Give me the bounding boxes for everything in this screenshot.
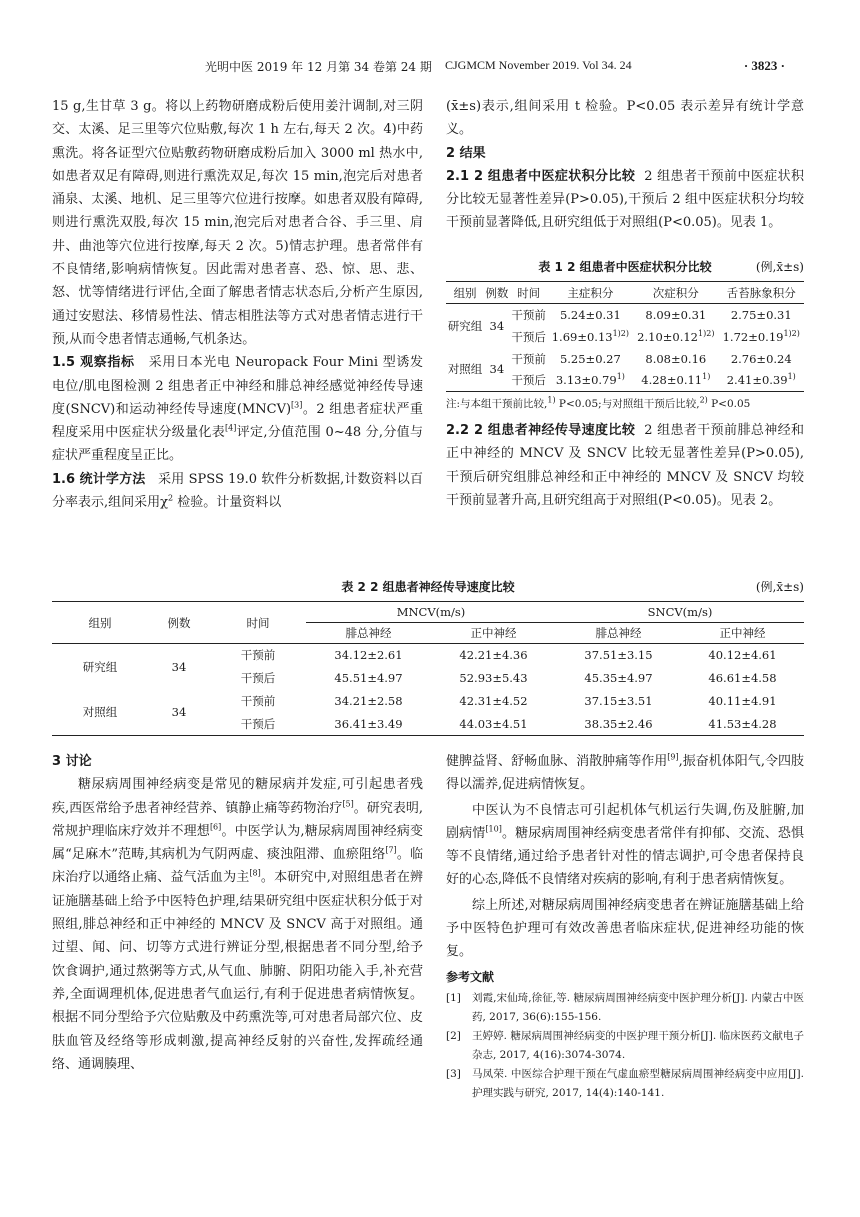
- citation: [9]: [667, 752, 679, 762]
- section-heading: 2.1 2 组患者中医症状积分比较: [446, 168, 636, 184]
- references-list: [446, 989, 804, 1103]
- table-row: [446, 348, 804, 370]
- table-header-cell: 次症积分: [633, 282, 718, 304]
- header-n: 例数: [148, 602, 210, 644]
- table-note: 注:与本组干预前比较,$^{1)}$ P<0.05;与对照组干预后比较,$^{2)}$ P<0.05: [446, 395, 751, 410]
- value-cell: 40.12±4.61: [708, 648, 777, 663]
- value-cell: $3.13\pm 0.79^{1)}$: [555, 372, 625, 388]
- reference-item: [446, 989, 804, 1027]
- group-cell: 对照组: [82, 705, 118, 720]
- significance-mark: 1): [702, 372, 711, 382]
- table-row: [52, 690, 804, 713]
- value-cell: $2.41\pm 0.39^{1)}$: [726, 372, 796, 388]
- left-column-top: [52, 95, 423, 514]
- value-cell: 2.76±0.24: [730, 351, 792, 366]
- value-cell: 46.61±4.58: [708, 671, 777, 685]
- stats-paragraph: (x̄±s)表示,组间采用 t 检验。P<0.05 表示差异有统计学意义。: [446, 99, 804, 138]
- journal-name-en: CJGMCM November 2019. Vol 34. 24: [445, 58, 632, 72]
- table-header-row: [446, 282, 804, 304]
- value-cell: 2.75±0.31: [730, 307, 792, 322]
- value-cell: 41.53±4.28: [708, 716, 777, 731]
- value-cell: 40.11±4.91: [708, 694, 777, 708]
- value-cell: 8.08±0.16: [645, 351, 707, 366]
- table-header-cell: 主症积分: [548, 282, 633, 304]
- section-heading: 1.6 统计学方法: [52, 471, 146, 487]
- reference-item: [446, 1027, 804, 1065]
- reference-number: [1]: [446, 991, 461, 1004]
- value-cell: 37.15±3.51: [584, 694, 653, 708]
- left-column-bottom: [52, 750, 423, 1076]
- discussion-paragraph-2: 中医认为不良情志可引起机体气机运行失调,伤及脏腑,加剧病情[10]。糖尿病周围神经病变患者常伴有抑郁、交流、恐惧等不良情绪,通过给予患者针对性的情志调护,可令患者保持良好的心态,降低不良情绪对疾病的影响,有利于患者病情恢复。: [446, 802, 804, 888]
- time-cell: 干预前: [511, 307, 546, 322]
- citation: [5]: [342, 799, 354, 809]
- header-group: 组别: [52, 602, 148, 644]
- citation: [10]: [485, 824, 502, 834]
- table-unit: (例,x̄±s): [755, 260, 804, 274]
- section-heading-2: 2 结果: [446, 145, 486, 161]
- reference-item: [446, 1065, 804, 1103]
- table-caption: 表 2 2 组患者神经传导速度比较 (例,x̄±s): [341, 580, 804, 594]
- time-cell: 干预前: [511, 351, 546, 366]
- time-cell: 干预后: [511, 329, 546, 344]
- value-cell: 8.09±0.31: [645, 307, 707, 322]
- value-cell: 45.51±4.97: [334, 671, 403, 685]
- value-cell: 42.21±4.36: [459, 648, 528, 663]
- reference-text: 刘霞,宋仙琦,徐征,等. 糖尿病周围神经病变中医护理分析[J]. 内蒙古中医药, 2017, 36(6):155-156.: [472, 991, 804, 1023]
- citation: [3]: [291, 400, 303, 410]
- section-1-5: 1.5 观察指标 采用日本光电 Neuropack Four Mini 型诱发电位/肌电图检测 2 组患者正中神经和腓总神经感觉神经传导速度(SNCV)和运动神经传导速度(MNCV)[3]。2 组患者症状严重程度采用中医症状分级量化表[4]评定,分值范围 0~48 分,分值与症状严重程度呈正比。: [52, 355, 423, 464]
- table-header-cell: 舌苔脉象积分: [719, 282, 804, 304]
- table-2: [52, 578, 804, 736]
- time-cell: 干预后: [240, 716, 276, 731]
- discussion-paragraph: 糖尿病周围神经病变是常见的糖尿病并发症,可引起患者残疾,西医常给予患者神经营养、镇静止痛等药物治疗[5]。研究表明,常规护理临床疗效并不理想[6]。中医学认为,糖尿病周围神经病变属“足麻木”范畴,其病机为气阴两虚、痰浊阻滞、血瘀阻络[7]。临床治疗以通络止痛、益气活血为主[8]。本研究中,对照组患者在辨证施膳基础上给予中医特色护理,结果研究组中医症状积分低于对照组,腓总神经和正中神经的 MNCV 及 SNCV 高于对照组。通过望、闻、问、切等方式进行辨证分型,根据患者不同分型,给予饮食调护,通过熬粥等方式,从气血、肺腑、阴阳功能入手,补充营养,全面调理机体,促进患者气血运行,有利于促进患者病情恢复。根据不同分型给予穴位贴敷及中药熏洗等,可对患者局部穴位、皮肤血管及经络等形成刺激,提高神经反射的兴奋性,发挥疏经通络、通调腠理、: [52, 777, 423, 1072]
- n-cell: 34: [171, 705, 187, 720]
- time-cell: 干预前: [240, 648, 276, 663]
- group-cell: 对照组: [447, 362, 483, 377]
- time-cell: 干预后: [511, 373, 546, 388]
- section-2-2: 2.2 2 组患者神经传导速度比较 2 组患者干预前腓总神经和正中神经的 MNCV 及 SNCV 比较无显著性差异(P>0.05),干预后研究组腓总神经和正中神经的 MNCV 及 SNCV 均较干预前显著升高,且研究组高于对照组(P<0.05)。见表 2。: [446, 423, 805, 508]
- value-cell: $4.28\pm 0.11^{1)}$: [641, 372, 711, 388]
- table-row: [52, 644, 804, 667]
- references-heading: 参考文献: [446, 969, 495, 984]
- table-header-cell: 组别: [446, 282, 484, 304]
- significance-mark: 1)2): [612, 328, 630, 338]
- header-time: 时间: [210, 602, 306, 644]
- n-cell: 34: [489, 362, 505, 377]
- group-cell: 研究组: [447, 318, 483, 333]
- value-cell: 52.93±5.43: [459, 671, 528, 685]
- citation: [7]: [385, 845, 397, 855]
- conclusion-paragraph: 综上所述,对糖尿病周围神经病变患者在辨证施膳基础上给予中医特色护理可有效改善患者临床症状,促进神经功能的恢复。: [446, 897, 804, 960]
- section-1-6: 1.6 统计学方法 采用 SPSS 19.0 软件分析数据,计数资料以百分率表示,组间采用$\chi^2$ 检验。计量资料以: [52, 471, 423, 511]
- section-heading-3: 3 讨论: [52, 754, 92, 769]
- citation: [4]: [225, 423, 237, 433]
- citation: [6]: [209, 822, 222, 832]
- section-heading: 1.5 观察指标: [52, 355, 135, 371]
- page-number: · 3823 ·: [743, 58, 785, 73]
- table-header-cell: 例数: [484, 282, 509, 304]
- header-peroneal: 腓总神经: [306, 623, 431, 644]
- group-cell: 研究组: [82, 659, 118, 674]
- header-sncv: SNCV(m/s): [556, 602, 804, 623]
- value-cell: 5.24±0.31: [559, 307, 621, 322]
- discussion-paragraph-cont: 健脾益肾、舒畅血脉、消散肿痛等作用[9],振奋机体阳气,令四肢得以濡养,促进病情恢复。: [446, 752, 804, 793]
- methods-paragraph: 15 g,生甘草 3 g。将以上药物研磨成粉后使用姜汁调制,对三阴交、太溪、足三里等穴位贴敷,每次 1 h 左右,每天 2 次。4)中药熏洗。将各证型穴位贴敷药物研磨成粉后加入 3000 ml 热水中,如患者双足有障碍,则进行熏洗双足,每次 15 min,泡完后对患者涌泉、太溪、地机、足三里等穴位进行按摩。如患者双股有障碍,则进行熏洗双股,每次 15 min,泡完后对患者合谷、手三里、肩井、曲池等穴位进行按摩,每天 2 次。5)情志护理。患者常伴有不良情绪,影响病情恢复。因此需对患者喜、恐、惊、思、悲、怒、忧等情绪进行评估,全面了解患者情志状态后,分析产生原因,通过安慰法、移情易性法、情志相胜法等方式对患者情志进行干预,从而令患者情志通畅,气机条达。: [52, 99, 423, 347]
- time-cell: 干预后: [240, 671, 276, 685]
- value-cell: 5.25±0.27: [559, 351, 621, 366]
- significance-mark: 1)2): [783, 328, 800, 338]
- table-1-grid: [446, 281, 804, 392]
- running-header: [205, 58, 785, 75]
- time-cell: 干预前: [240, 694, 276, 708]
- value-cell: $1.69\pm 0.13^{1)2)}$: [551, 328, 630, 344]
- value-cell: $1.72\pm 0.19^{1)2)}$: [722, 328, 800, 344]
- journal-name-cn: 光明中医 2019 年 12 月第 34 卷第 24 期: [205, 60, 432, 74]
- value-cell: 36.41±3.49: [334, 716, 403, 731]
- header-median: 正中神经: [681, 623, 804, 644]
- table-unit: (例,x̄±s): [755, 580, 804, 594]
- n-cell: 34: [171, 659, 187, 674]
- significance-mark: 1): [787, 372, 796, 382]
- value-cell: 44.03±4.51: [459, 716, 528, 731]
- header-median: 正中神经: [431, 623, 556, 644]
- reference-text: 王婷婷. 糖尿病周围神经病变的中医护理干预分析[J]. 临床医药文献电子杂志, 2017, 4(16):3074-3074.: [472, 1029, 804, 1061]
- table-1: [446, 258, 804, 512]
- n-cell: 34: [489, 318, 505, 333]
- table-caption: 表 1 2 组患者中医症状积分比较 (例,x̄±s): [538, 260, 804, 274]
- header-peroneal: 腓总神经: [556, 623, 681, 644]
- value-cell: 34.12±2.61: [334, 648, 403, 663]
- table-row: [446, 304, 804, 326]
- reference-number: [2]: [446, 1029, 461, 1042]
- table-header-cell: 时间: [510, 282, 548, 304]
- significance-mark: 1)2): [698, 328, 715, 338]
- value-cell: $2.10\pm 0.12^{1)2)}$: [637, 328, 715, 344]
- value-cell: 45.35±4.97: [584, 671, 653, 685]
- section-2-1: 2.1 2 组患者中医症状积分比较 2 组患者干预前中医症状积分比较无显著性差异(P>0.05),干预后 2 组中医症状积分均较干预前显著降低,且研究组低于对照组(P<0.05)。见表 1。: [446, 168, 805, 231]
- value-cell: 34.21±2.58: [334, 694, 403, 708]
- value-cell: 37.51±3.15: [584, 648, 653, 663]
- reference-text: 马凤荣. 中医综合护理干预在气虚血瘀型糖尿病周围神经病变中应用[J]. 护理实践与研究, 2017, 14(4):140-141.: [472, 1067, 804, 1099]
- right-column-top: [446, 95, 804, 235]
- significance-mark: 1): [616, 372, 625, 382]
- value-cell: 38.35±2.46: [584, 716, 653, 731]
- value-cell: 42.31±4.52: [459, 694, 528, 708]
- right-column-bottom: [446, 750, 804, 1103]
- table-2-grid: [52, 601, 804, 736]
- section-heading: 2.2 2 组患者神经传导速度比较: [446, 423, 636, 438]
- header-mncv: MNCV(m/s): [306, 602, 556, 623]
- reference-number: [3]: [446, 1067, 461, 1080]
- citation: [8]: [249, 869, 261, 879]
